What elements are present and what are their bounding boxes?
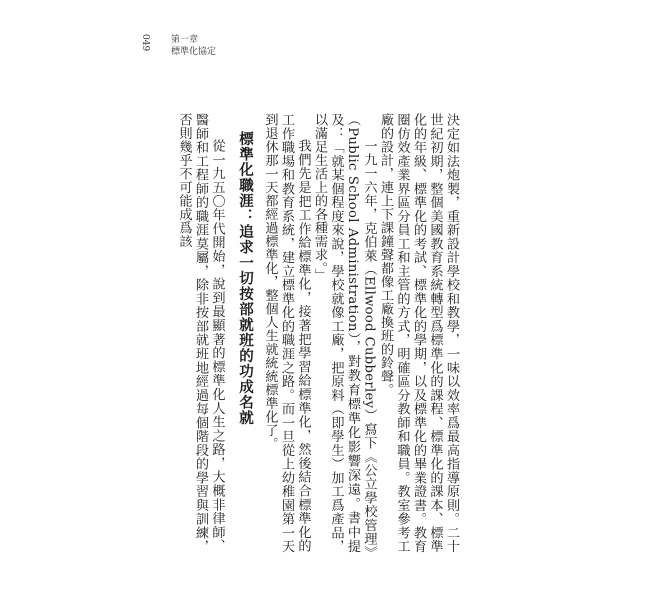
paragraph-3: 我們先是把工作給標準化，接著把學習給標準化，然後結合標準化的工作職場和教育系統，建立標準化的職涯之路。而一旦從上幼稚園第一天到退休那一天都經過標準化，整個人生就統統標準化了。: [262, 113, 311, 553]
chapter-title: 標準化協定: [171, 47, 217, 57]
page-number: 049: [140, 34, 150, 52]
chapter-number: 第一章: [171, 35, 199, 45]
running-head: [171, 34, 216, 58]
body-text: [175, 113, 459, 553]
section-heading: 標準化職涯：追求一切按部就班的功成名就: [237, 131, 253, 426]
paragraph-2: 一九一六年，克伯萊（Ellwood Cubberley）寫下《公立學校管理》（Public School Administration），對教育標準化影響深遠。書中提及：「就某個程度來說，學校就像工廠，把原料（即學生）加工爲產品，以滿足生活上的各種需求。」: [312, 113, 377, 553]
paragraph-4: 從一九五〇年代開始，說到最顯著的標準化人生之路，大概非律師、醫師和工程師的職涯莫屬，除非按部就班地經過每個階段的學習與訓練，否則幾乎不可能成爲該: [176, 113, 225, 553]
paragraph-1: 決定如法炮製，重新設計學校和教學，一味以效率爲最高指導原則。二十世紀初期，整個美國教育系統轉型爲標準化的課程、標準化的課本、標準化的年級、標準化的考試、標準化的學期，以及標準化的畢業證書。教育圈仿效產業界區分員工和主管的方式，明確區分教師和職員。教室參考工廠的設計，連上下課鐘聲都像工廠換班的鈴聲。: [378, 113, 459, 553]
